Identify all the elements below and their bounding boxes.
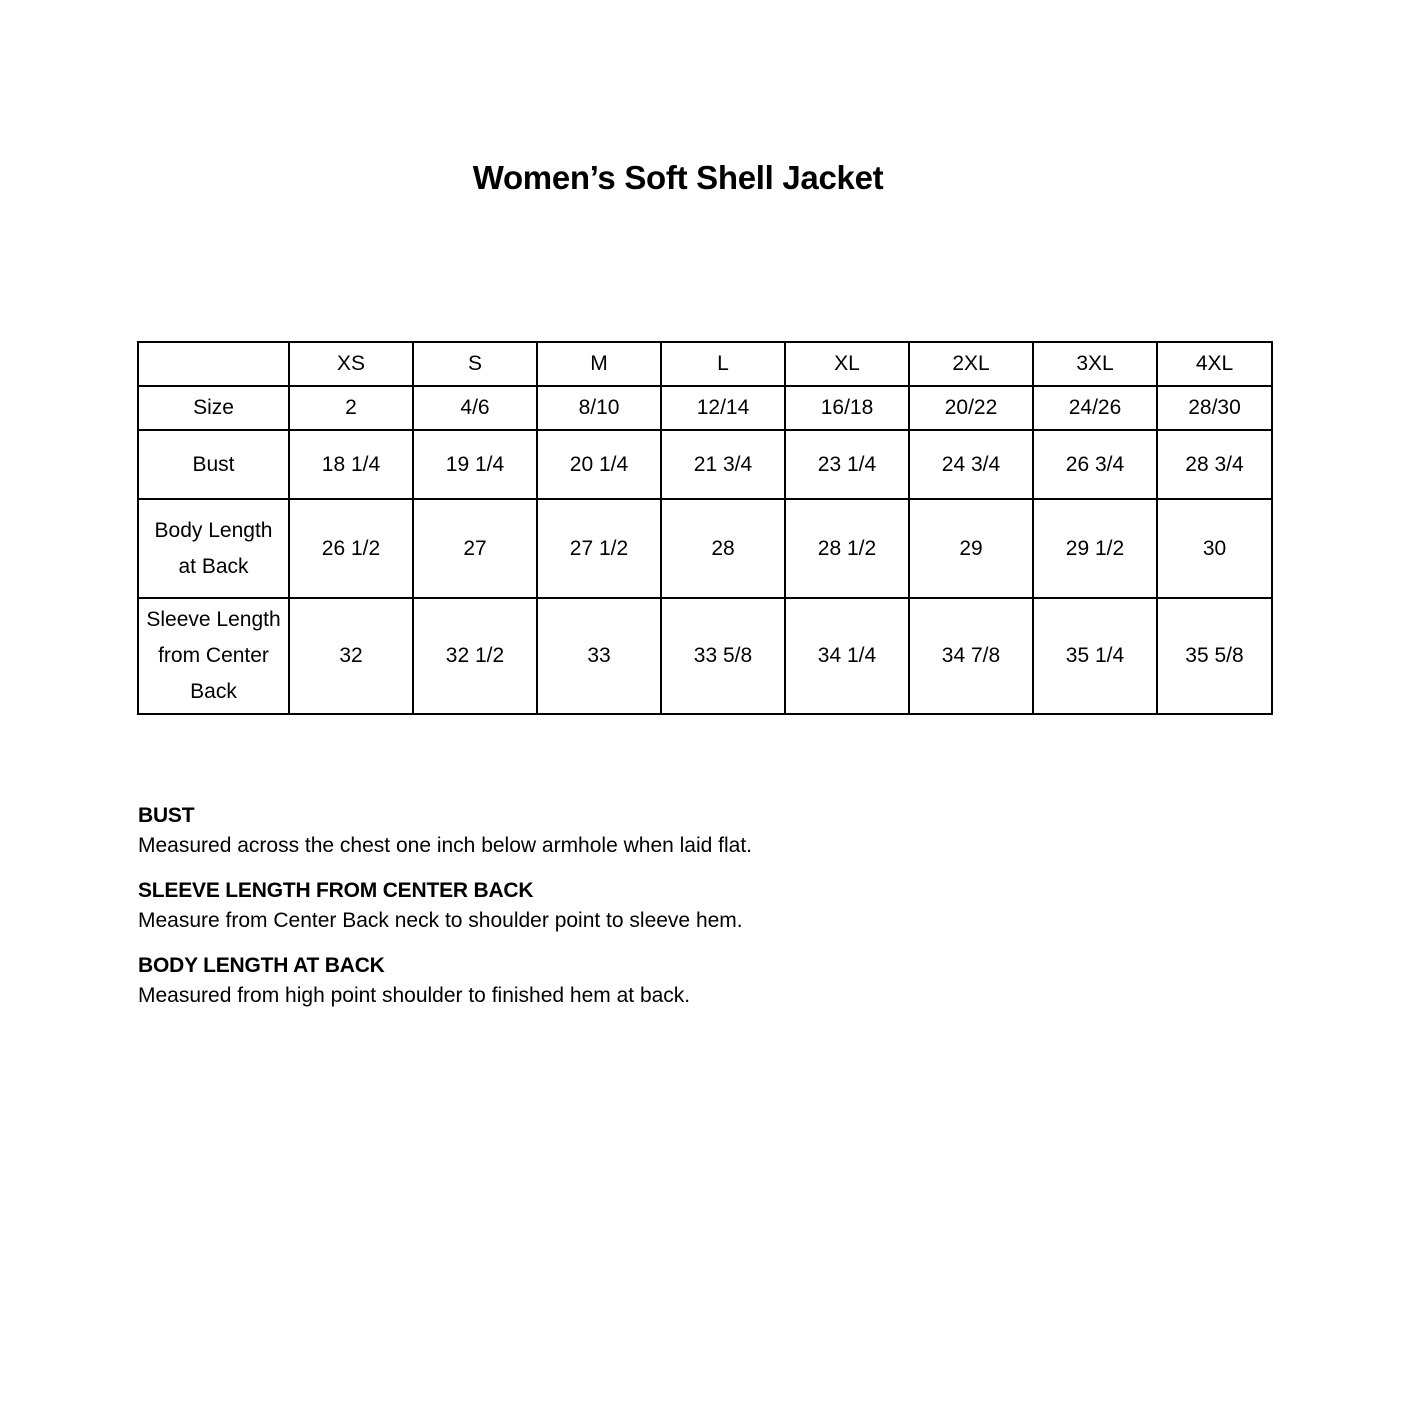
- table-cell: 23 1/4: [785, 430, 909, 499]
- note-heading: SLEEVE LENGTH FROM CENTER BACK: [138, 879, 534, 902]
- note-body-length: [138, 950, 1238, 1011]
- header-cell: 4XL: [1157, 342, 1272, 386]
- header-cell: XS: [289, 342, 413, 386]
- table-cell: 8/10: [537, 386, 661, 430]
- table-cell: 32 1/2: [413, 598, 537, 714]
- table-row: [138, 430, 1272, 499]
- table-cell: 33: [537, 598, 661, 714]
- table-cell: 29: [909, 499, 1033, 598]
- table-cell: 30: [1157, 499, 1272, 598]
- table-cell: 16/18: [785, 386, 909, 430]
- table-cell: 2: [289, 386, 413, 430]
- note-heading: BODY LENGTH AT BACK: [138, 954, 385, 977]
- note-bust: [138, 800, 1238, 861]
- header-cell: 2XL: [909, 342, 1033, 386]
- row-label: Bust: [138, 430, 289, 499]
- row-label: Sleeve Length from Center Back: [138, 598, 289, 714]
- row-label: Size: [138, 386, 289, 430]
- header-cell: [138, 342, 289, 386]
- table-cell: 33 5/8: [661, 598, 785, 714]
- table-cell: 24 3/4: [909, 430, 1033, 499]
- header-cell: M: [537, 342, 661, 386]
- table-row: [138, 499, 1272, 598]
- note-heading: BUST: [138, 804, 195, 827]
- table-cell: 29 1/2: [1033, 499, 1157, 598]
- note-text: Measured across the chest one inch below armhole when laid flat.: [138, 834, 753, 857]
- table-cell: 18 1/4: [289, 430, 413, 499]
- table-cell: 32: [289, 598, 413, 714]
- table-cell: 35 1/4: [1033, 598, 1157, 714]
- page-title: Women’s Soft Shell Jacket: [472, 159, 884, 196]
- table-cell: 19 1/4: [413, 430, 537, 499]
- table-header-row: [138, 342, 1272, 386]
- table-row: [138, 386, 1272, 430]
- table-cell: 26 3/4: [1033, 430, 1157, 499]
- table-row: [138, 598, 1272, 714]
- table-cell: 34 7/8: [909, 598, 1033, 714]
- table-cell: 4/6: [413, 386, 537, 430]
- note-sleeve-length: [138, 875, 1238, 936]
- table-cell: 21 3/4: [661, 430, 785, 499]
- measurement-notes: [138, 800, 1238, 1025]
- header-cell: 3XL: [1033, 342, 1157, 386]
- size-chart-table: [137, 341, 1273, 715]
- note-text: Measured from high point shoulder to finished hem at back.: [138, 984, 691, 1007]
- table-cell: 28 3/4: [1157, 430, 1272, 499]
- table-cell: 12/14: [661, 386, 785, 430]
- header-cell: XL: [785, 342, 909, 386]
- table-cell: 26 1/2: [289, 499, 413, 598]
- table-cell: 28/30: [1157, 386, 1272, 430]
- header-cell: S: [413, 342, 537, 386]
- table-cell: 20/22: [909, 386, 1033, 430]
- note-text: Measure from Center Back neck to shoulder point to sleeve hem.: [138, 909, 743, 932]
- table-cell: 27: [413, 499, 537, 598]
- header-cell: L: [661, 342, 785, 386]
- table-cell: 20 1/4: [537, 430, 661, 499]
- table-cell: 35 5/8: [1157, 598, 1272, 714]
- table-cell: 28 1/2: [785, 499, 909, 598]
- row-label: Body Length at Back: [138, 499, 289, 598]
- table-cell: 24/26: [1033, 386, 1157, 430]
- table-cell: 34 1/4: [785, 598, 909, 714]
- table-cell: 28: [661, 499, 785, 598]
- table-cell: 27 1/2: [537, 499, 661, 598]
